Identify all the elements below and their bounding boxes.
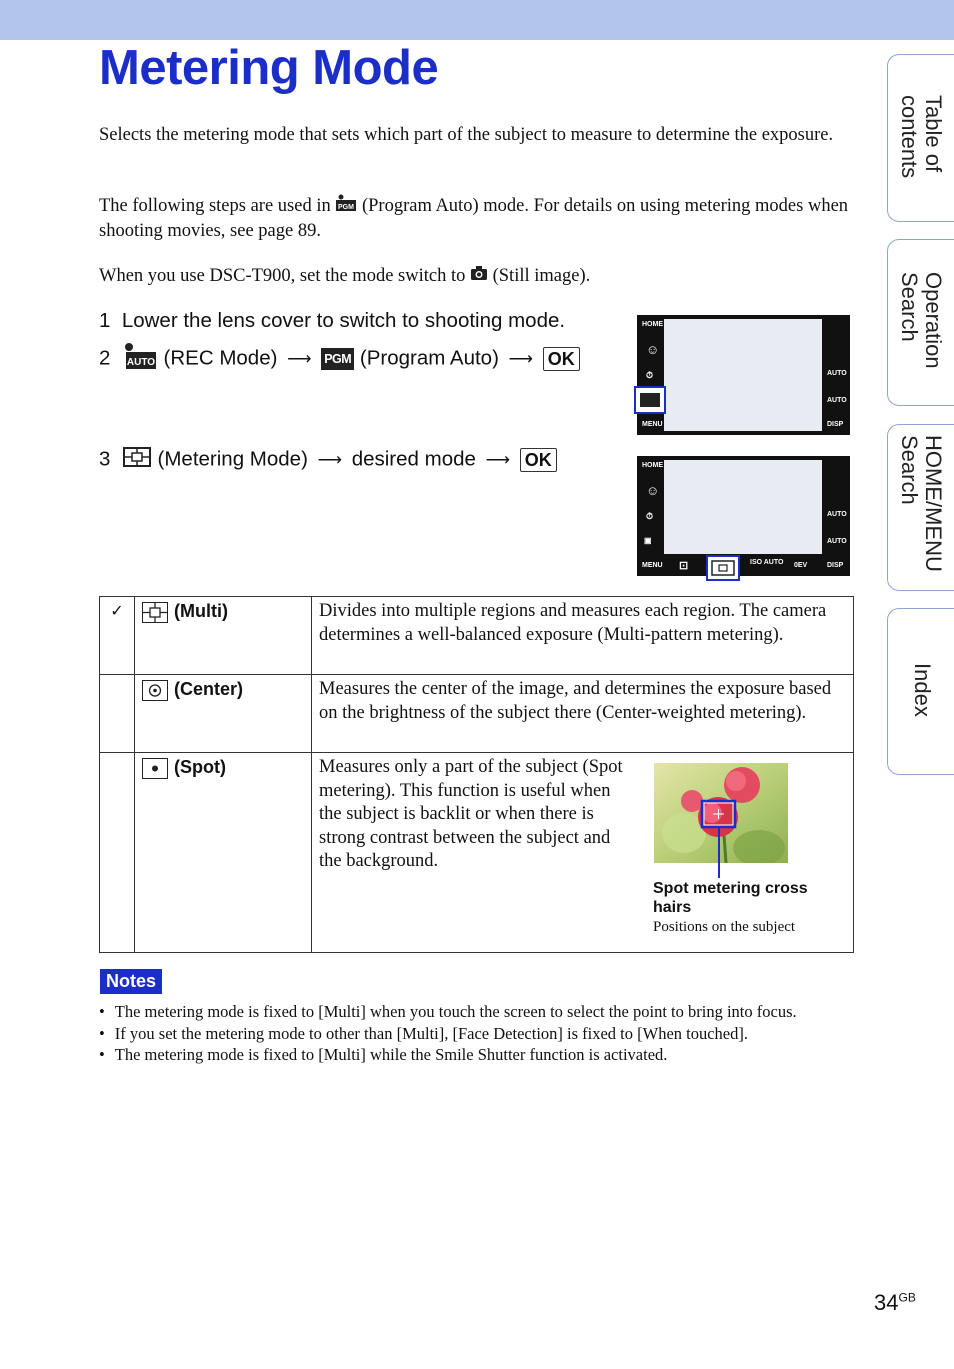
step-2-number: 2	[99, 346, 111, 370]
tab-label	[897, 435, 945, 572]
tab-line: Search	[897, 272, 922, 342]
mode-description: Measures the center of the image, and determines the exposure based on the brightness of the subject there (Center-weighted metering).	[312, 675, 854, 753]
table-row	[100, 753, 854, 953]
notes-list	[99, 1001, 859, 1066]
selftimer-icon: ⏱	[646, 370, 654, 380]
program-auto-label: (Program Auto)	[359, 346, 499, 370]
tab-operation-search[interactable]	[887, 239, 954, 406]
disp-label: DISP	[827, 562, 844, 569]
step-1-number: 1	[99, 309, 111, 332]
mode-description-cell	[312, 753, 854, 953]
default-cell	[100, 753, 135, 953]
tab-home-menu-search[interactable]	[887, 424, 954, 591]
metering-mode-label: (Metering Mode)	[157, 447, 308, 471]
pgm-icon: PGM	[321, 348, 354, 370]
step-3-number: 3	[99, 447, 111, 471]
step-3	[99, 446, 557, 474]
selftimer-icon: ⏱	[646, 511, 654, 521]
dsc-note-b: (Still image).	[492, 266, 591, 286]
menu-label: MENU	[642, 421, 663, 428]
list-item: • If you set the metering mode to other than [Multi], [Face Detection] is fixed to [When touched].	[99, 1023, 859, 1045]
tab-line: Operation	[921, 272, 946, 369]
steps-intro-a: The following steps are used in	[99, 196, 331, 216]
notes-badge: Notes	[100, 969, 162, 994]
program-auto-icon	[335, 194, 357, 220]
camera-screen-1	[637, 315, 850, 435]
camera-screen-2	[637, 456, 850, 576]
spot-caption-sub: Positions on the subject	[653, 919, 796, 935]
flash-auto-label: AUTO	[827, 370, 847, 377]
step-1-text: Lower the lens cover to switch to shooting mode.	[121, 309, 566, 332]
macro-auto-label: AUTO	[827, 538, 847, 545]
step-1	[99, 309, 565, 333]
mode-name: (Spot)	[174, 757, 226, 777]
metering-modes-table	[99, 596, 854, 953]
home-label: HOME	[642, 321, 663, 328]
top-banner	[0, 0, 954, 40]
steps-intro	[99, 194, 854, 243]
default-cell	[100, 675, 135, 753]
pgm-small-icon: ▣	[644, 536, 652, 545]
tab-label	[897, 272, 945, 369]
metering-selected	[706, 555, 740, 581]
dsc-note	[99, 265, 854, 289]
tab-label	[897, 95, 945, 178]
page-number	[874, 1290, 916, 1316]
tab-label	[910, 663, 934, 717]
callout-line	[718, 826, 720, 878]
ev-label: 0EV	[794, 562, 808, 569]
page-number-value: 34	[874, 1290, 899, 1315]
macro-auto-label: AUTO	[827, 397, 847, 404]
flash-auto-label: AUTO	[827, 511, 847, 518]
tab-line: Search	[897, 435, 922, 505]
page-title: Metering Mode	[99, 41, 439, 95]
steps-intro-b: (Program Auto) mode. For details on using metering modes when shooting movies, see page 89.	[99, 196, 849, 241]
spot-icon	[142, 758, 168, 779]
mode-name-cell	[135, 675, 312, 753]
arrow-icon: ⟶	[317, 450, 342, 470]
face-icon: ⊡	[679, 560, 689, 572]
multi-icon	[142, 602, 168, 623]
desired-mode-label: desired mode	[351, 447, 476, 471]
dsc-note-a: When you use DSC-T900, set the mode switch to	[99, 266, 466, 286]
center-icon	[142, 680, 168, 701]
home-label: HOME	[642, 462, 663, 469]
svg-text:AUTO: AUTO	[126, 357, 155, 368]
mode-name-cell	[135, 753, 312, 953]
mode-name-cell	[135, 597, 312, 675]
menu-label: MENU	[642, 562, 663, 569]
mode-name: (Multi)	[174, 601, 228, 621]
mode-description: Divides into multiple regions and measures each region. The camera determines a well-balanced exposure (Multi-pattern metering).	[312, 597, 854, 675]
table-row	[100, 675, 854, 753]
rec-mode-label: (REC Mode)	[163, 346, 278, 370]
rec-mode-icon	[122, 342, 158, 376]
camera-preview	[664, 319, 822, 431]
tab-line: Table of	[921, 95, 946, 173]
intro-text: Selects the metering mode that sets which part of the subject to measure to determine the exposure.	[99, 125, 834, 145]
arrow-icon: ⟶	[485, 450, 510, 470]
svg-text:PGM: PGM	[338, 204, 355, 211]
rec-mode-selected	[634, 386, 666, 414]
list-item: • The metering mode is fixed to [Multi] while the Smile Shutter function is activated.	[99, 1044, 859, 1066]
spot-metering-photo	[654, 763, 788, 863]
arrow-icon: ⟶	[508, 349, 533, 369]
metering-mode-icon	[122, 446, 152, 474]
table-row	[100, 597, 854, 675]
camera-icon	[470, 265, 488, 289]
tab-index[interactable]	[887, 608, 954, 775]
arrow-icon: ⟶	[287, 349, 312, 369]
smile-icon: ☺	[646, 342, 660, 357]
ok-button-icon: OK	[520, 448, 557, 472]
camera-preview	[664, 460, 822, 554]
spot-caption-title: Spot metering cross hairs	[653, 880, 808, 916]
tab-line: Index	[910, 663, 935, 717]
tab-table-of-contents[interactable]	[887, 54, 954, 222]
tab-line: contents	[897, 95, 922, 179]
page-number-suffix: GB	[898, 1290, 916, 1305]
iso-label: ISO AUTO	[750, 559, 784, 566]
tab-line: HOME/MENU	[921, 435, 946, 572]
mode-description: Measures only a part of the subject (Spot metering). This function is useful when the subject is backlit or when there is strong contrast between the subject and the background.	[319, 757, 623, 871]
smile-icon: ☺	[646, 483, 660, 498]
default-check-icon: ✓	[100, 597, 135, 675]
disp-label: DISP	[827, 421, 844, 428]
mode-name: (Center)	[174, 679, 244, 699]
ok-button-icon: OK	[543, 347, 580, 371]
list-item: • The metering mode is fixed to [Multi] when you touch the screen to select the point to bring into focus.	[99, 1001, 859, 1023]
step-2	[99, 342, 580, 376]
